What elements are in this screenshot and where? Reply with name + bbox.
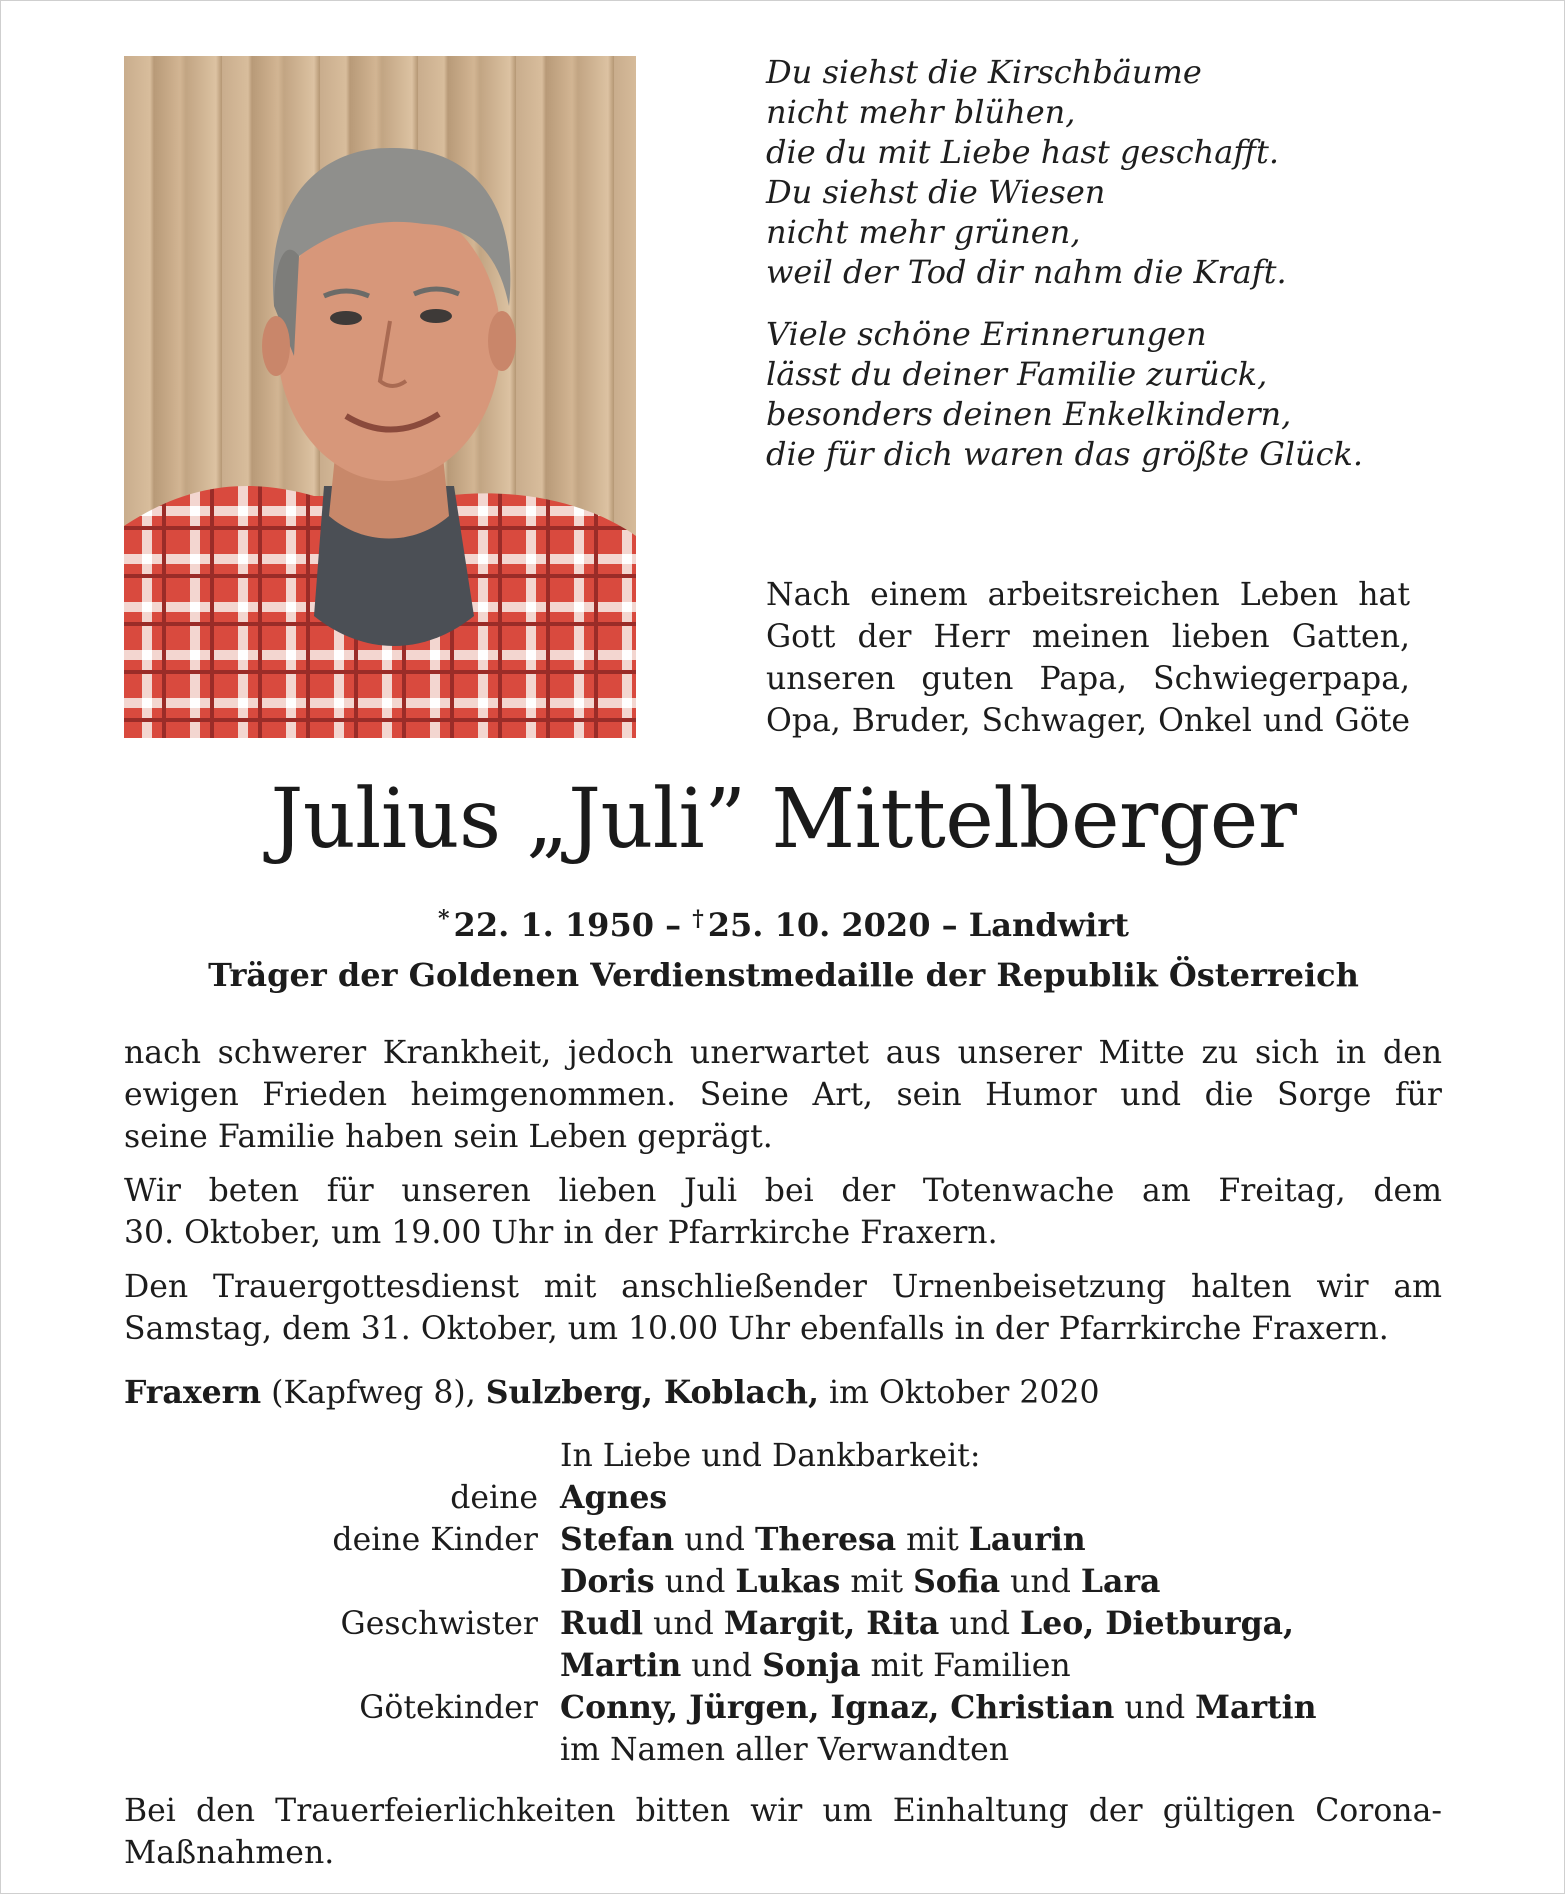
body-paragraph — [124, 1170, 1442, 1254]
mourner-row — [124, 1477, 1442, 1519]
intro-text — [766, 574, 1410, 742]
poem-line: nicht mehr blühen, — [766, 93, 1076, 131]
mourner-connector: mit Familien — [860, 1648, 1071, 1684]
mourner-names — [560, 1603, 1442, 1645]
mourner-name: Theresa — [754, 1521, 897, 1558]
mourners-heading: In Liebe und Dankbarkeit: — [560, 1438, 981, 1474]
poem-line: weil der Tod dir nahm die Kraft. — [766, 253, 1287, 291]
mourner-name: Lara — [1080, 1563, 1161, 1600]
deceased-name: Julius „Juli” Mittelberger — [270, 772, 1297, 867]
mourner-connector: und — [1114, 1690, 1196, 1726]
mourner-row — [124, 1687, 1442, 1729]
mourners-heading-row — [124, 1435, 1442, 1477]
mourner-row — [124, 1645, 1442, 1687]
mourner-relation — [124, 1645, 560, 1687]
mourner-name: Stefan — [560, 1521, 675, 1558]
mourner-name: Martin — [560, 1647, 682, 1684]
body-line: Samstag, dem 31. Oktober, um 10.00 Uhr ebenfalls in der Pfarrkirche Fraxern. — [124, 1311, 1389, 1347]
body-line: nach schwerer Krankheit, jedoch unerwartet aus unserer Mitte zu sich in den — [124, 1035, 1442, 1071]
place-towns: Sulzberg, Koblach, — [485, 1374, 819, 1411]
place-address: (Kapfweg 8), — [261, 1375, 486, 1411]
mourner-name: Laurin — [968, 1521, 1086, 1558]
mourner-names — [560, 1561, 1442, 1603]
mourner-names — [560, 1687, 1442, 1729]
body-line: Den Trauergottesdienst mit anschließender Urnenbeisetzung halten wir am — [124, 1269, 1442, 1305]
poem-line: Du siehst die Kirschbäume — [766, 53, 1202, 91]
mourner-connector: mit — [896, 1522, 969, 1558]
poem — [766, 52, 1486, 474]
mourner-connector: und — [681, 1648, 763, 1684]
mourner-name: Margit, Rita — [723, 1605, 940, 1642]
mourner-row — [124, 1519, 1442, 1561]
mourner-names — [560, 1519, 1442, 1561]
mourner-relation — [124, 1561, 560, 1603]
mourner-connector: mit — [840, 1564, 914, 1600]
poem-line: nicht mehr grünen, — [766, 213, 1081, 251]
footer-note — [124, 1790, 1442, 1874]
mourner-connector: und — [643, 1606, 724, 1642]
body-line: Wir beten für unseren lieben Juli bei der Totenwache am Freitag, dem — [124, 1173, 1442, 1209]
body-paragraph — [124, 1032, 1442, 1158]
poem-line: die für dich waren das größte Glück. — [766, 435, 1364, 473]
poem-line: die du mit Liebe hast geschafft. — [766, 133, 1280, 171]
death-symbol: † — [692, 906, 704, 932]
poem-line: lässt du deiner Familie zurück, — [766, 355, 1268, 393]
mourner-name: Doris — [560, 1563, 655, 1600]
mourner-connector: im Namen aller Verwandten — [560, 1732, 1010, 1768]
mourner-relation: deine Kinder — [332, 1522, 538, 1558]
life-dates — [0, 898, 1567, 946]
mourner-name: Sofia — [913, 1563, 1001, 1600]
birth-symbol: * — [438, 906, 450, 932]
award-line: Träger der Goldenen Verdienstmedaille der Republik Österreich — [208, 956, 1359, 994]
mourner-name: Martin — [1195, 1689, 1317, 1726]
mourner-name: Leo, Dietburga, — [1020, 1605, 1295, 1642]
mourner-relation — [124, 1729, 560, 1771]
body-line: seine Familie haben sein Leben geprägt. — [124, 1119, 773, 1155]
mourner-connector: und — [674, 1522, 755, 1558]
mourner-connector: und — [1000, 1564, 1081, 1600]
mourner-connector: und — [654, 1564, 736, 1600]
mourner-row — [124, 1603, 1442, 1645]
mourner-rows — [124, 1477, 1442, 1771]
mourner-relation: Götekinder — [359, 1690, 538, 1726]
mourner-name: Sonja — [762, 1647, 861, 1684]
poem-stanza-2 — [766, 314, 1486, 474]
poem-stanza-1 — [766, 52, 1486, 292]
mourners-list — [124, 1435, 1442, 1771]
mourner-name: Agnes — [560, 1479, 668, 1516]
mourner-names — [560, 1729, 1442, 1771]
place-date-line — [124, 1372, 1442, 1414]
place-date: im Oktober 2020 — [819, 1375, 1100, 1411]
portrait-illustration — [124, 56, 636, 738]
death-date: 25. 10. 2020 — [707, 906, 931, 944]
intro-line: Nach einem arbeitsreichen Leben hat — [766, 577, 1410, 613]
mourner-connector: und — [939, 1606, 1021, 1642]
footer-line: Bei den Trauerfeierlichkeiten bitten wir um Einhaltung der gültigen Corona- — [124, 1793, 1442, 1829]
place-town: Fraxern — [124, 1374, 262, 1411]
body-line: 30. Oktober, um 19.00 Uhr in der Pfarrkirche Fraxern. — [124, 1215, 998, 1251]
date-separator: – — [665, 906, 682, 944]
intro-line: Gott der Herr meinen lieben Gatten, — [766, 619, 1410, 655]
body-line: ewigen Frieden heimgenommen. Seine Art, sein Humor und die Sorge für — [124, 1077, 1442, 1113]
occupation: Landwirt — [968, 906, 1129, 944]
mourner-relation: deine — [450, 1480, 538, 1516]
mourner-names — [560, 1645, 1442, 1687]
mourner-row — [124, 1561, 1442, 1603]
mourner-name: Conny, Jürgen, Ignaz, Christian — [560, 1689, 1115, 1726]
poem-line: besonders deinen Enkelkindern, — [766, 395, 1292, 433]
mourner-row — [124, 1729, 1442, 1771]
poem-line: Du siehst die Wiesen — [766, 173, 1106, 211]
mourner-relation: Geschwister — [340, 1606, 538, 1642]
footer-line: Maßnahmen. — [124, 1835, 335, 1871]
intro-line: unseren guten Papa, Schwiegerpapa, — [766, 661, 1410, 697]
poem-line: Viele schöne Erinnerungen — [766, 315, 1207, 353]
mourner-names — [560, 1477, 1442, 1519]
mourner-name: Lukas — [735, 1563, 841, 1600]
birth-date: 22. 1. 1950 — [453, 906, 654, 944]
intro-line: Opa, Bruder, Schwager, Onkel und Göte — [766, 703, 1410, 739]
body-paragraph — [124, 1266, 1442, 1350]
date-separator: – — [941, 906, 958, 944]
mourner-name: Rudl — [560, 1605, 644, 1642]
body-text — [124, 1032, 1442, 1362]
portrait-photo — [124, 56, 636, 738]
